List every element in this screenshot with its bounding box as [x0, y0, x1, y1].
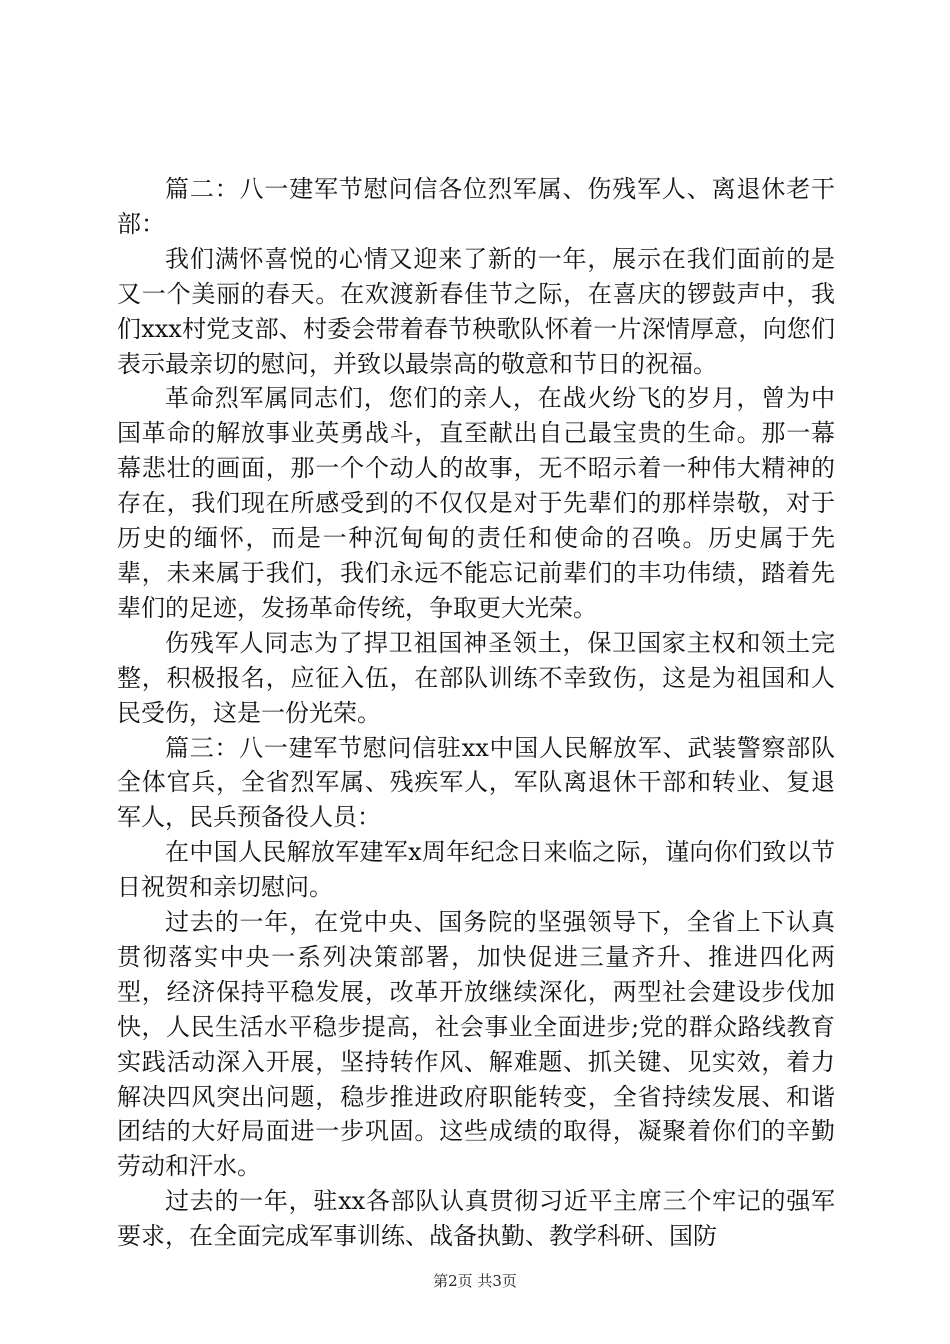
document-body	[117, 172, 835, 1254]
paragraph: 过去的一年，驻xx各部队认真贯彻习近平主席三个牢记的强军要求，在全面完成军事训练、战备执勤、教学科研、国防	[117, 1187, 835, 1251]
page-number-footer: 第2页 共3页	[433, 1272, 517, 1290]
paragraph: 革命烈军属同志们，您们的亲人，在战火纷飞的岁月，曾为中国革命的解放事业英勇战斗，直至献出自己最宝贵的生命。那一幕幕悲壮的画面，那一个个动人的故事，无不昭示着一种伟大精神的存在，我们现在所感受到的不仅仅是对于先辈们的那样崇敬，对于历史的缅怀，而是一种沉甸甸的责任和使命的召唤。历史属于先辈，未来属于我们，我们永远不能忘记前辈们的丰功伟绩，踏着先辈们的足迹，发扬革命传统，争取更大光荣。	[117, 384, 835, 622]
paragraph: 我们满怀喜悦的心情又迎来了新的一年，展示在我们面前的是又一个美丽的春天。在欢渡新春佳节之际，在喜庆的锣鼓声中，我们xxx村党支部、村委会带着春节秧歌队怀着一片深情厚意，向您们表示最亲切的慰问，并致以最崇高的敬意和节日的祝福。	[117, 244, 835, 378]
paragraph: 过去的一年，在党中央、国务院的坚强领导下，全省上下认真贯彻落实中央一系列决策部署，加快促进三量齐升、推进四化两型，经济保持平稳发展，改革开放继续深化，两型社会建设步伐加快，人民生活水平稳步提高，社会事业全面进步;党的群众路线教育实践活动深入开展，坚持转作风、解难题、抓关键、见实效，着力解决四风突出问题，稳步推进政府职能转变，全省持续发展、和谐团结的大好局面进一步巩固。这些成绩的取得，凝聚着你们的辛勤劳动和汗水。	[117, 908, 835, 1181]
paragraph: 篇二：八一建军节慰问信各位烈军属、伤残军人、离退休老干部：	[117, 175, 835, 238]
paragraph: 伤残军人同志为了捍卫祖国神圣领土，保卫国家主权和领土完整，积极报名，应征入伍，在部队训练不幸致伤，这是为祖国和人民受伤，这是一份光荣。	[117, 628, 835, 727]
paragraph: 篇三：八一建军节慰问信驻xx中国人民解放军、武装警察部队全体官兵，全省烈军属、残疾军人，军队离退休干部和转业、复退军人，民兵预备役人员：	[117, 733, 835, 832]
paragraph: 在中国人民解放军建军x周年纪念日来临之际，谨向你们致以节日祝贺和亲切慰问。	[117, 838, 835, 902]
